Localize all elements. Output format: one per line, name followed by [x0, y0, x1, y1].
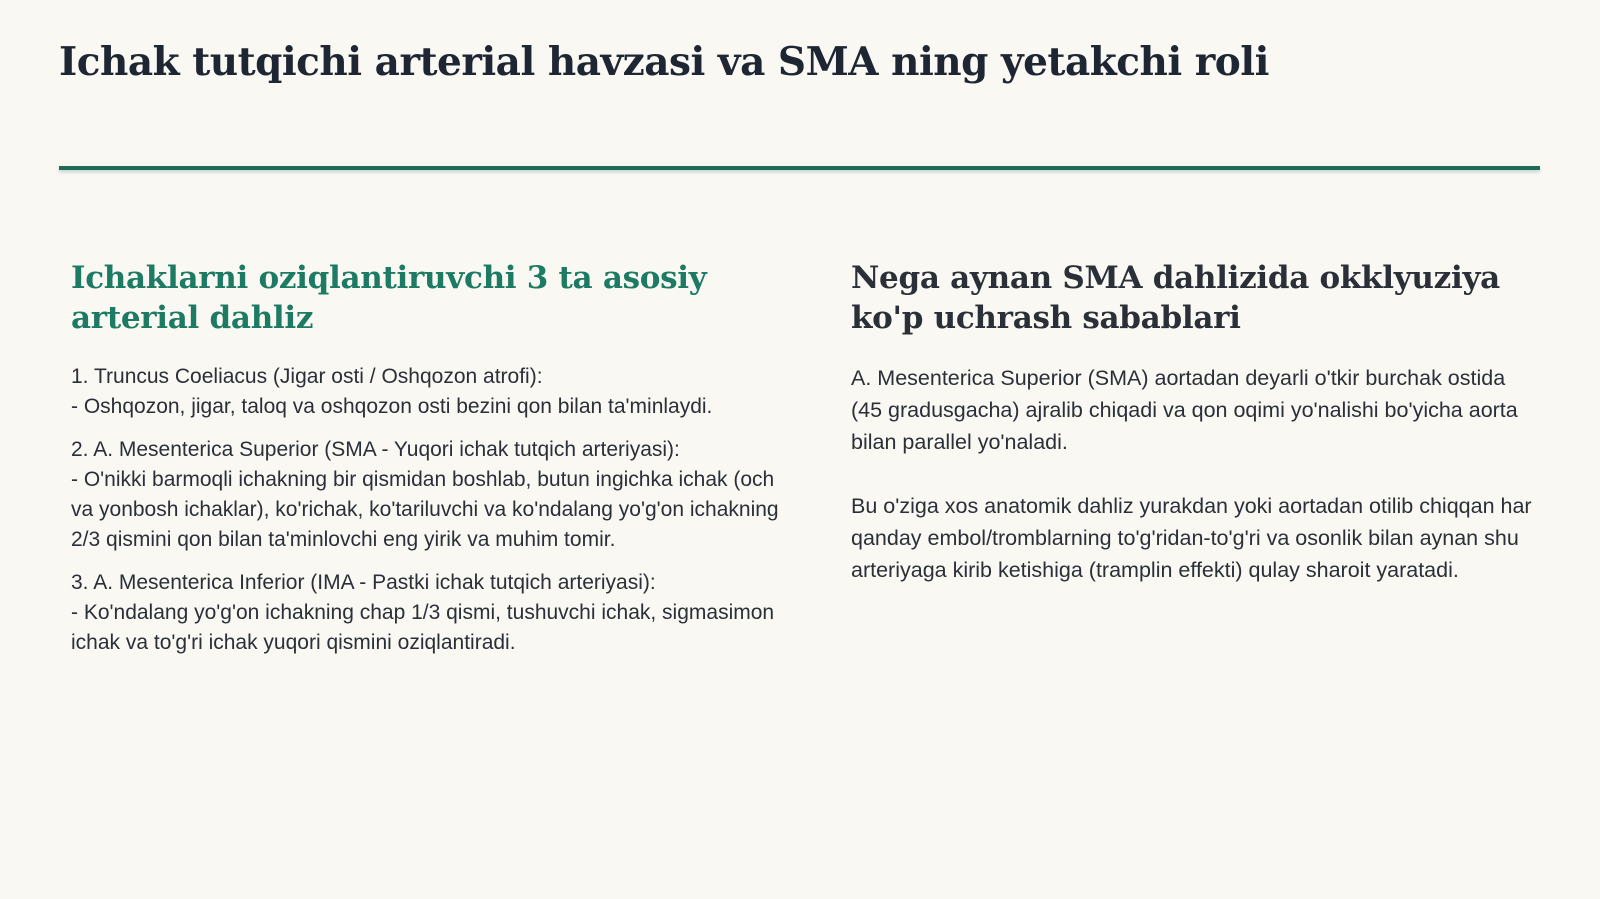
left-heading: Ichaklarni oziqlantiruvchi 3 ta asosiy arterial dahliz: [71, 260, 707, 336]
artery-item-title: 3. A. Mesenterica Inferior (IMA - Pastki ichak tutqich arteriyasi):: [71, 571, 656, 594]
artery-item-desc: - Ko'ndalang yo'g'on ichakning chap 1/3 qismi, tushuvchi ichak, sigmasimon ichak va to'g'ri ichak yuqori qismini oziqlantiradi.: [71, 601, 775, 654]
slide-title: Ichak tutqichi arterial havzasi va SMA ning yetakchi roli: [59, 39, 1269, 85]
right-paragraph-1: A. Mesenterica Superior (SMA) aortadan deyarli o'tkir burchak ostida (45 gradusgacha) ajralib chiqadi va qon oqimi yo'nalishi bo'yicha aorta bilan parallel yo'naladi.: [851, 366, 1518, 454]
artery-item-2: [71, 435, 791, 555]
right-column: [851, 258, 1541, 618]
right-heading: Nega aynan SMA dahlizida okklyuziya ko'p uchrash sabablari: [851, 260, 1500, 336]
left-column: [71, 258, 791, 671]
right-paragraph-2: Bu o'ziga xos anatomik dahliz yurakdan yoki aortadan otilib chiqqan har qanday embol/tromblarning to'g'ridan-to'g'ri va osonlik bilan aynan shu arteriyaga kirib ketishiga (tramplin effekti) qulay sharoit yaratadi.: [851, 494, 1532, 582]
artery-item-title: 2. A. Mesenterica Superior (SMA - Yuqori ichak tutqich arteriyasi):: [71, 438, 680, 461]
artery-item-3: [71, 568, 791, 658]
artery-item-1: [71, 362, 791, 422]
artery-item-title: 1. Truncus Coeliacus (Jigar osti / Oshqozon atrofi):: [71, 365, 543, 388]
artery-item-desc: - O'nikki barmoqli ichakning bir qismidan boshlab, butun ingichka ichak (och va yonbosh ichaklar), ko'richak, ko'tariluvchi va ko'ndalang yo'g'on ichakning 2/3 qismini qon bilan ta'minlovchi eng yirik va muhim tomir.: [71, 468, 779, 551]
artery-item-desc: - Oshqozon, jigar, taloq va oshqozon osti bezini qon bilan ta'minlaydi.: [71, 395, 713, 418]
title-divider: [59, 166, 1540, 170]
